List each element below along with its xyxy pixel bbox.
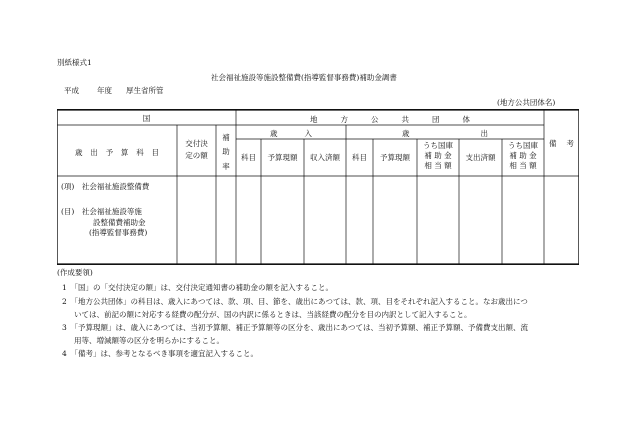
header-chiho-char: 方 bbox=[340, 115, 348, 124]
header-sainyu bbox=[236, 128, 346, 139]
header-hojo-char: 助 bbox=[222, 147, 230, 157]
header-kuni: 国 bbox=[142, 114, 151, 123]
row-moku-line: (指導監督事務費) bbox=[89, 228, 148, 237]
header-saishutsu bbox=[346, 128, 544, 139]
header-kamoku-char: 算 bbox=[120, 148, 129, 157]
header-biko-char: 考 bbox=[566, 139, 574, 148]
sub-kamoku-saishutsu: 科目 bbox=[352, 153, 367, 162]
header-chiho-char: 地 bbox=[310, 115, 318, 124]
note-3-cont: 用等、増減額等の区分を明らかにすること。 bbox=[74, 336, 224, 345]
sub-uchi-saishutsu bbox=[502, 141, 544, 171]
header-sainyu-char: 入 bbox=[304, 129, 312, 138]
header-chiho-char: 団 bbox=[432, 115, 440, 124]
header-chiho-char: 公 bbox=[371, 115, 379, 124]
row-moku-line: 設整備費補助金 bbox=[93, 217, 146, 227]
note-3: 3 「予算現額」は、歳入にあつては、当初予算額、補正予算額等の区分を、歳出にあつては、当初予算額、補正予算額、予備費支出額、流 bbox=[62, 323, 529, 332]
sub-uchi-line: うち国庫 bbox=[508, 141, 538, 150]
header-kamoku-char: 目 bbox=[151, 148, 159, 157]
fiscal-year-label: 年度 bbox=[97, 86, 112, 95]
header-biko-char: 備 bbox=[549, 139, 557, 148]
header-chiho-char: 共 bbox=[401, 115, 409, 124]
header-kamoku-char: 予 bbox=[105, 148, 114, 157]
header-kamoku-char: 科 bbox=[136, 148, 144, 157]
note-1: 1 「国」の「交付決定の額」は、交付決定通知書の補助金の額を記入すること。 bbox=[62, 283, 334, 292]
sub-uchi-line: 補 助 金 bbox=[509, 151, 537, 161]
sub-yosan-saishutsu: 予算現額 bbox=[380, 153, 410, 162]
header-kamoku-char: 出 bbox=[90, 148, 98, 157]
note-2-cont: いては、前記の額に対応する経費の配分が、国の内訳に係るときは、当該経費の配分を目の内訳として記入すること。 bbox=[74, 310, 472, 319]
sub-uchi-line: うち国庫 bbox=[423, 141, 453, 150]
header-sainyu-char: 歳 bbox=[270, 129, 278, 138]
header-kofu-kettei bbox=[177, 139, 216, 161]
sub-uchi-line: 相 当 額 bbox=[424, 161, 452, 171]
header-saishutsu-char: 歳 bbox=[402, 129, 410, 138]
sub-shunyu: 収入済額 bbox=[310, 153, 340, 162]
sub-kamoku-sainyu: 科目 bbox=[241, 153, 256, 162]
ministry-label: 厚生省所管 bbox=[126, 86, 164, 95]
document-title: 社会福祉施設等施設整備費(指導監督事務費)補助金調書 bbox=[211, 73, 397, 82]
header-hojoritsu bbox=[216, 131, 236, 174]
sub-uchi-line: 補 助 金 bbox=[424, 151, 452, 161]
header-kofu-line: 交付決 bbox=[185, 139, 208, 148]
era-label: 平成 bbox=[64, 86, 79, 95]
header-saishutsu-char: 出 bbox=[480, 129, 488, 138]
header-kofu-line: 定の額 bbox=[185, 151, 208, 161]
header-biko bbox=[544, 138, 579, 149]
subsidy-table bbox=[57, 109, 579, 265]
sub-shishutsu: 支出済額 bbox=[465, 153, 496, 162]
form-number: 別紙様式1 bbox=[57, 58, 92, 67]
notes-title: (作成要領) bbox=[57, 268, 93, 277]
header-chiho-kokyo-dantai bbox=[236, 114, 544, 125]
row-moku bbox=[61, 207, 147, 239]
header-kamoku bbox=[57, 147, 177, 158]
sub-yosan-sainyu: 予算現額 bbox=[267, 153, 298, 162]
note-2: 2 「地方公共団体」の科目は、歳入にあつては、款、項、目、節を、歳出にあつては、款、項、目をそれぞれ記入すること。なお歳出につ bbox=[62, 297, 528, 306]
sub-uchi-line: 相 当 額 bbox=[509, 161, 537, 171]
sub-uchi-sainyu bbox=[417, 141, 459, 171]
header-chiho-char: 体 bbox=[462, 115, 470, 124]
header-hojo-char: 率 bbox=[222, 161, 230, 171]
note-4: 4 「備考」は、参考となるべき事項を適宜記入すること。 bbox=[62, 349, 259, 358]
row-moku-line: (目) 社会福祉施設等施 bbox=[61, 207, 142, 216]
row-kou: (項) 社会福祉施設整備費 bbox=[61, 182, 150, 191]
header-kamoku-char: 歳 bbox=[75, 148, 83, 157]
entity-name-note: (地方公共団体名) bbox=[497, 98, 556, 107]
header-hojo-char: 補 bbox=[222, 133, 230, 142]
